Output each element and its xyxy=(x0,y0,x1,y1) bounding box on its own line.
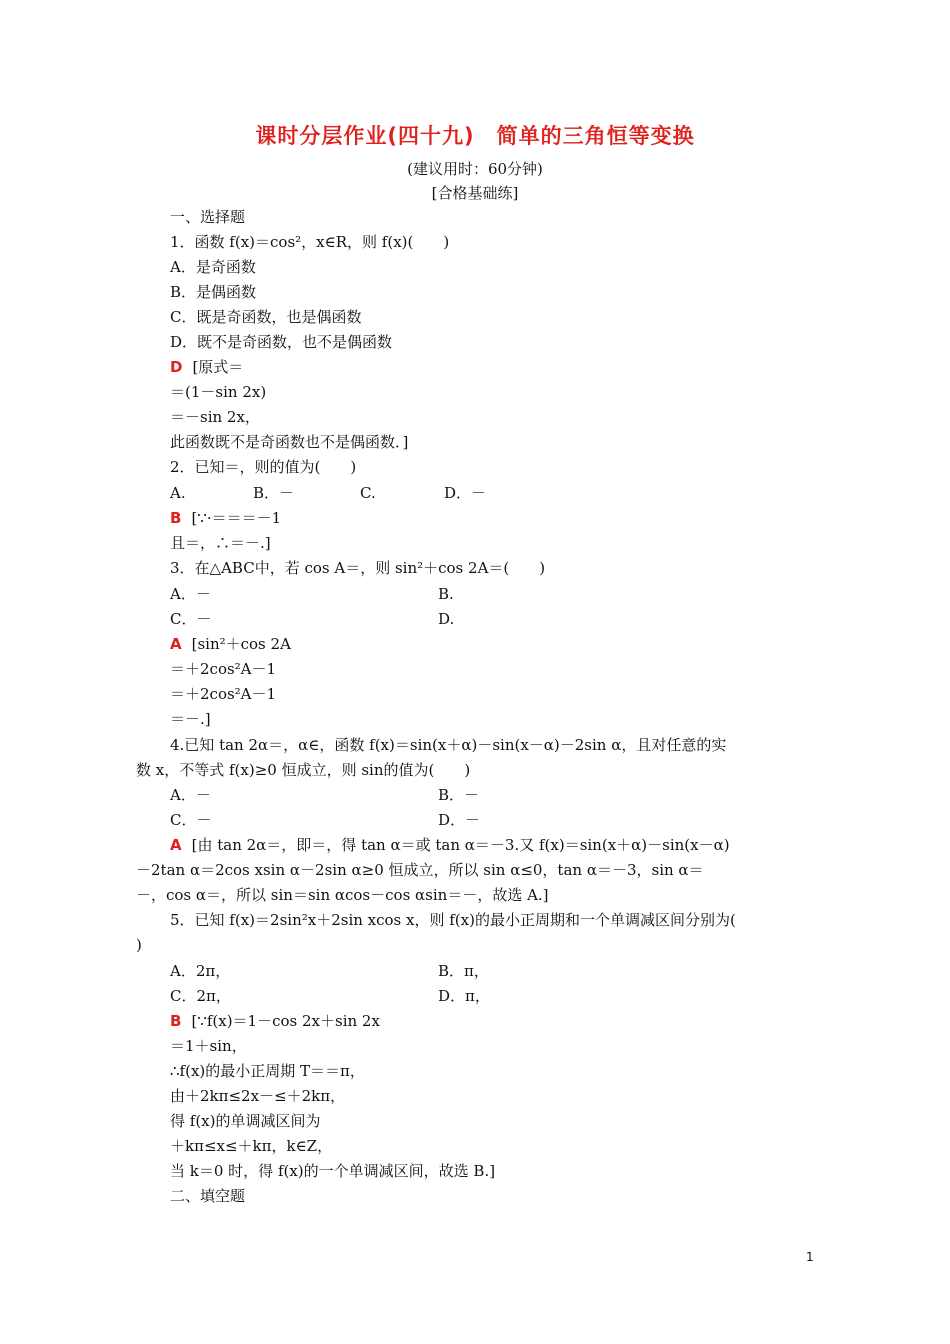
solution-line: D [原式＝ xyxy=(170,358,244,376)
solution-line: A [由 tan 2α＝，即＝，得 tan α＝或 tan α＝－3.又 f(x)＝sin(x＋α)－sin(x－α) xyxy=(170,836,730,854)
question-stem: 5．已知 f(x)＝2sin²x＋2sin xcos x，则 f(x)的最小正周期和一个单调减区间分别为( xyxy=(170,911,736,929)
option-c: C．2π， xyxy=(170,987,231,1005)
page-title: 课时分层作业(四十九) 简单的三角恒等变换 xyxy=(255,124,695,148)
solution-line: ∴f(x)的最小正周期 T＝＝π， xyxy=(170,1062,365,1080)
solution-line: 此函数既不是奇函数也不是偶函数．] xyxy=(170,433,409,451)
question-stem: ) xyxy=(136,936,142,954)
solution-line: ＝－.] xyxy=(170,710,211,728)
option-d: D．－ xyxy=(444,484,487,502)
level-heading: [合格基础练] xyxy=(431,184,519,202)
answer-letter: D xyxy=(170,358,183,376)
question-stem: 1．函数 f(x)＝cos²，x∈R，则 f(x)( ) xyxy=(170,233,450,251)
solution-line: －2tan α＝2cos xsin α－2sin α≥0 恒成立，所以 sin α≤0，tan α＝－3，sin α＝ xyxy=(136,861,704,879)
suggested-time: (建议用时：60分钟) xyxy=(407,160,543,178)
option-b: B. xyxy=(438,585,454,603)
option-b: B．－ xyxy=(438,786,480,804)
question-stem: 2．已知＝，则的值为( ) xyxy=(170,458,357,476)
option-a: A．－ xyxy=(170,786,211,804)
option-a: A．2π， xyxy=(170,962,231,980)
option-a: A. xyxy=(170,484,186,502)
option-d: D．－ xyxy=(438,811,481,829)
option-a: A．是奇函数 xyxy=(170,258,256,276)
section-heading: 一、选择题 xyxy=(170,208,246,226)
solution-line: 且＝，∴＝－.] xyxy=(170,534,271,552)
question-stem: 4.已知 tan 2α＝，α∈，函数 f(x)＝sin(x＋α)－sin(x－α)－2sin α，且对任意的实 xyxy=(170,736,727,754)
section-heading: 二、填空题 xyxy=(170,1187,246,1205)
solution-line: A [sin²＋cos 2A xyxy=(170,635,291,653)
page-number: 1 xyxy=(806,1250,814,1264)
option-c: C．既是奇函数，也是偶函数 xyxy=(170,308,362,326)
option-c: C．－ xyxy=(170,811,212,829)
solution-line: 由＋2kπ≤2x－≤＋2kπ， xyxy=(170,1087,346,1105)
question-stem: 3．在△ABC中，若 cos A＝，则 sin²＋cos 2A＝( ) xyxy=(170,559,546,577)
option-c: C．－ xyxy=(170,610,212,628)
answer-letter: B xyxy=(170,509,182,527)
solution-line: B [∵f(x)＝1－cos 2x＋sin 2x xyxy=(170,1012,380,1030)
solution-line: ＝＋2cos²A－1 xyxy=(170,685,277,703)
answer-letter: A xyxy=(170,836,182,854)
question-stem: 数 x，不等式 f(x)≥0 恒成立，则 sin的值为( ) xyxy=(136,761,471,779)
option-d: D．π， xyxy=(438,987,490,1005)
solution-line: B [∵·＝＝＝－1 xyxy=(170,509,282,527)
option-b: B．π， xyxy=(438,962,489,980)
solution-line: ＝1＋sin， xyxy=(170,1037,247,1055)
option-d: D．既不是奇函数，也不是偶函数 xyxy=(170,333,393,351)
option-d: D. xyxy=(438,610,455,628)
solution-line: 当 k＝0 时，得 f(x)的一个单调减区间，故选 B.] xyxy=(170,1162,496,1180)
solution-line: ＝＋2cos²A－1 xyxy=(170,660,277,678)
solution-line: ＋kπ≤x≤＋kπ，k∈Z， xyxy=(170,1137,333,1155)
solution-line: 得 f(x)的单调减区间为 xyxy=(170,1112,321,1130)
option-b: B．－ xyxy=(253,484,295,502)
answer-letter: B xyxy=(170,1012,182,1030)
solution-line: －，cos α＝，所以 sin＝sin αcos－cos αsin＝－，故选 A.] xyxy=(136,886,549,904)
solution-line: ＝(1－sin 2x) xyxy=(170,383,267,401)
option-b: B．是偶函数 xyxy=(170,283,257,301)
option-a: A．－ xyxy=(170,585,211,603)
solution-line: ＝－sin 2x， xyxy=(170,408,260,426)
option-c: C. xyxy=(360,484,376,502)
answer-letter: A xyxy=(170,635,182,653)
